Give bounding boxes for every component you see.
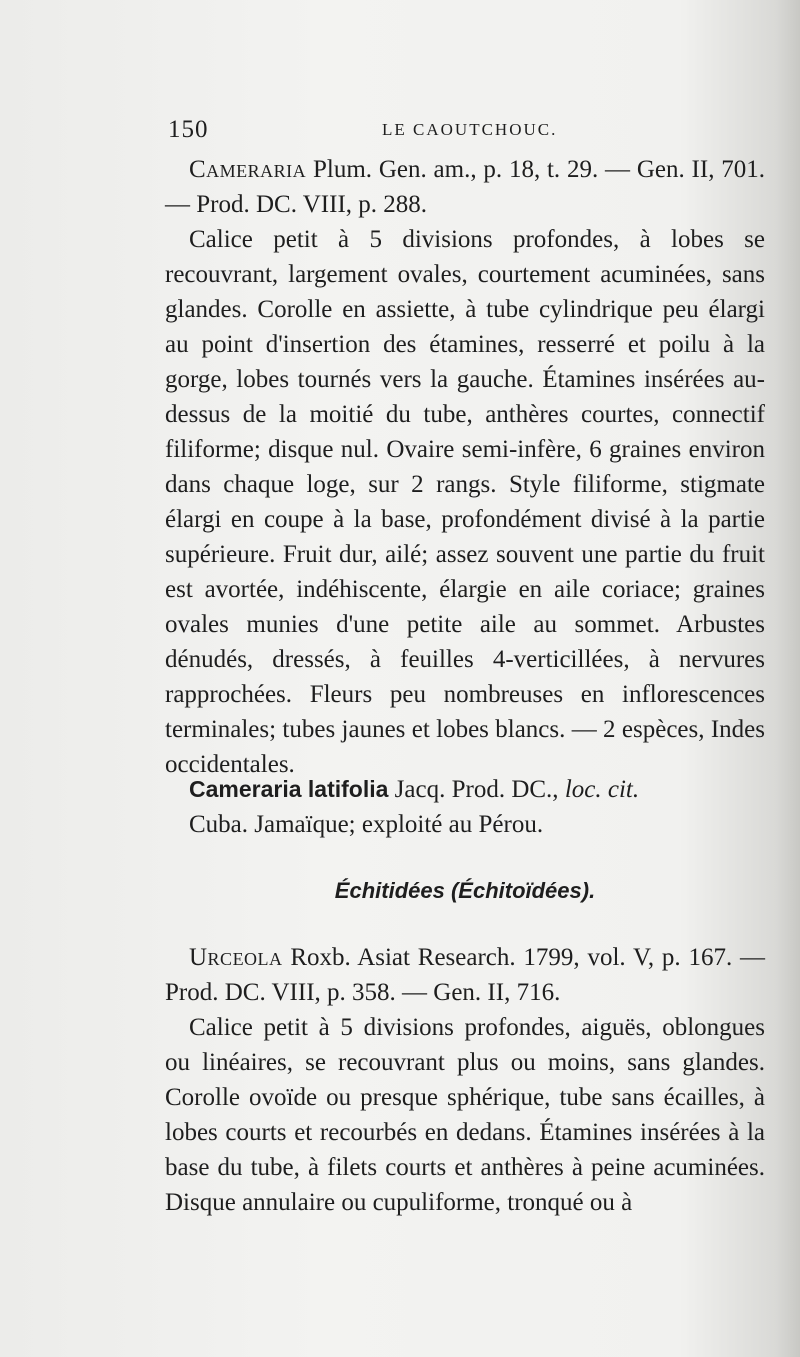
species-entry [165,772,765,842]
species-distribution: Cuba. Jamaïque; exploité au Pérou. [189,811,544,838]
page-header [150,116,750,146]
species-ref-italic: loc. cit. [564,776,640,803]
cameraria-genus-entry [165,152,765,782]
urceola-description: Calice petit à 5 divisions profondes, aiguës, oblongues ou linéaires, se recouvrant plus ou moins, sans glandes. Corolle ovoïde ou presque sphérique, tube sans écailles, à lobes courts et recourbés en dedans. Étamines insérées à la base du tube, à filets courts et anthères à peine acuminées. Disque annulaire ou cupuliforme, tronqué ou à [165,1014,765,1216]
genus-name-cameraria: Cameraria [189,156,307,183]
running-head: LE CAOUTCHOUC. [382,120,558,139]
page-number: 150 [168,116,209,143]
species-name: Cameraria latifolia [189,776,389,802]
species-authority: Jacq. Prod. DC., [388,776,565,803]
urceola-reference [165,940,765,1010]
cameraria-description: Calice petit à 5 divisions profondes, à lobes se recouvrant, largement ovales, courtement acuminées, sans glandes. Corolle en assiette, à tube cylindrique peu élargi au point d'insertion des étamines, resserré et poilu à la gorge, lobes tournés vers la gauche. Étamines insérées au-dessus de la moitié du tube, anthères courtes, connectif filiforme; disque nul. Ovaire semi-infère, 6 graines environ dans chaque loge, sur 2 rangs. Style filiforme, stigmate élargi en coupe à la base, profondément divisé à la partie supérieure. Fruit dur, ailé; assez souvent une partie du fruit est avortée, indéhiscente, élargie en aile coriace; graines ovales munies d'une petite aile au sommet. Arbustes dénudés, dressés, à feuilles 4-verticillées, à nervures rapprochées. Fleurs peu nombreuses en inflorescences terminales; tubes jaunes et lobes blancs. — 2 espèces, Indes occidentales. [165,226,765,778]
urceola-reference-text: Roxb. Asiat Research. 1799, vol. V, p. 167. — Prod. DC. VIII, p. 358. — Gen. II, 716. [165,944,765,1006]
urceola-genus-entry [165,940,765,1220]
cameraria-reference-text: Plum. Gen. am., p. 18, t. 29. — Gen. II, 701. — Prod. DC. VIII, p. 288. [165,156,765,218]
species-reference [165,772,765,807]
section-heading: Échitidées (Échitoïdées). [334,878,596,903]
genus-name-urceola: Urceola [189,944,283,971]
cameraria-reference [165,152,765,222]
